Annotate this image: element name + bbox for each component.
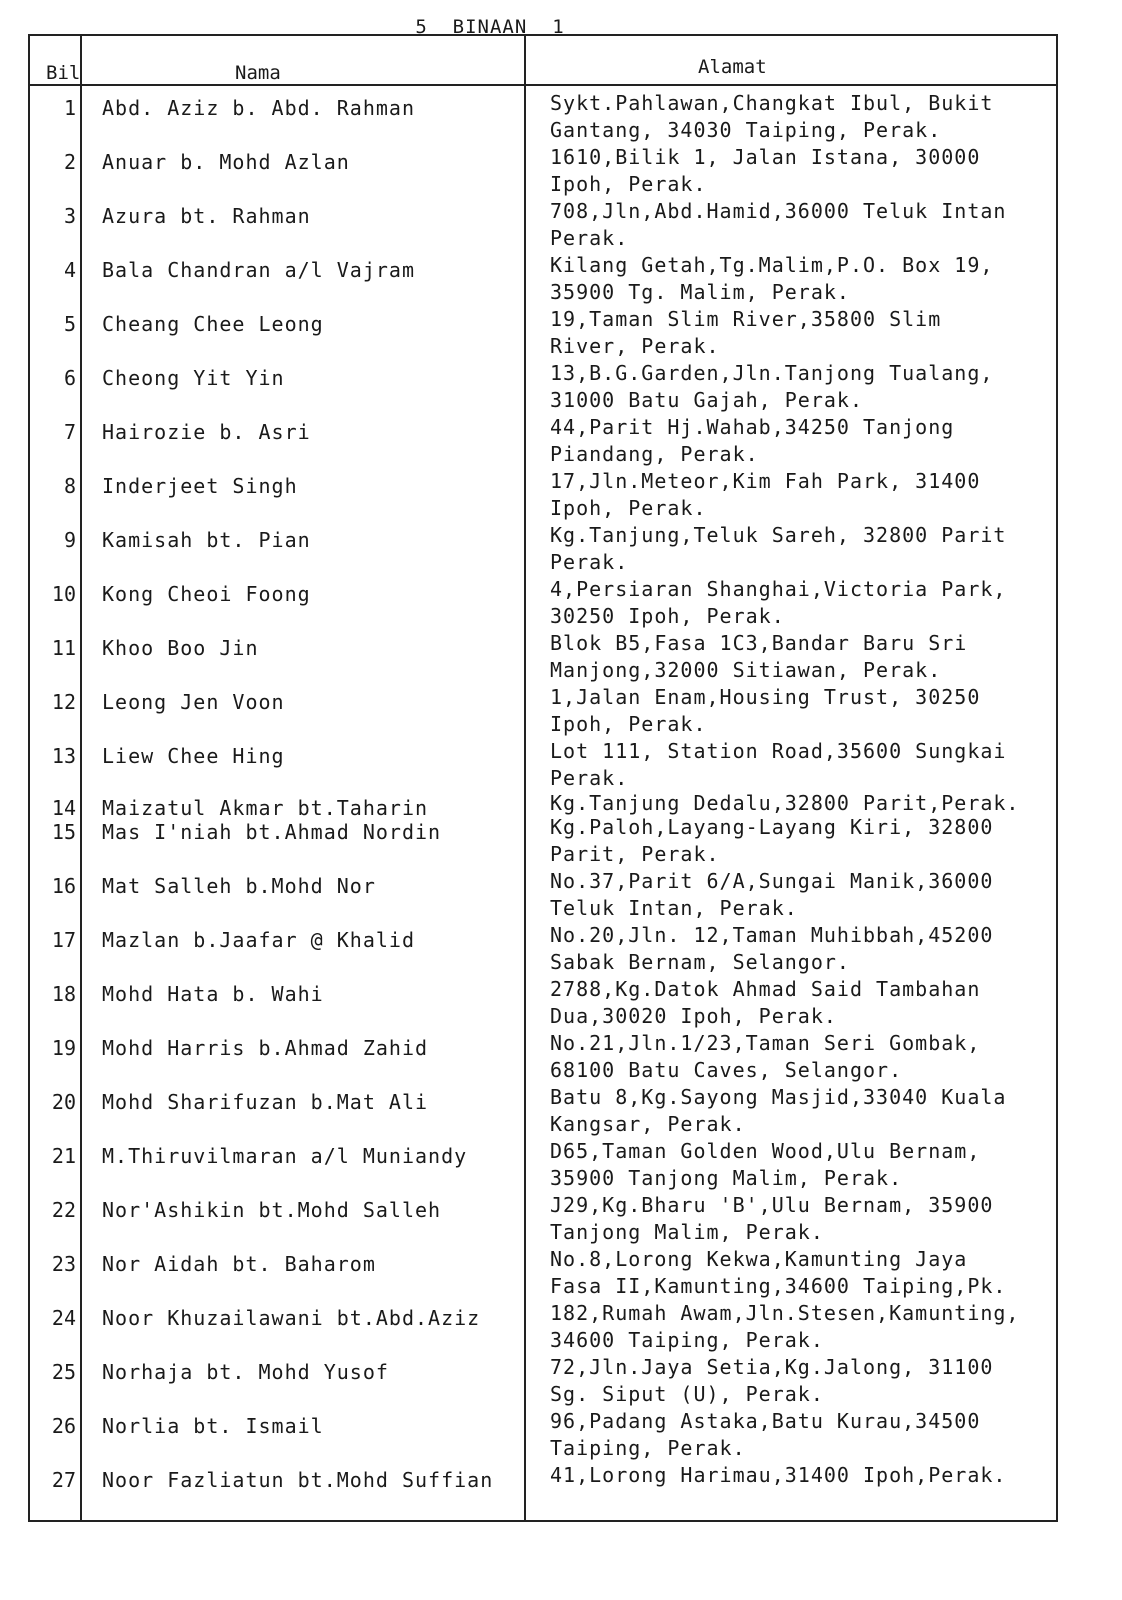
address-line-2: Sg. Siput (U), Perak. (550, 1382, 824, 1406)
table-row (30, 90, 1056, 142)
table-row (30, 468, 1056, 520)
address-line-2: Teluk Intan, Perak. (550, 896, 798, 920)
student-name: Hairozie b. Asri (102, 420, 311, 444)
row-number: 14 (51, 796, 76, 820)
page-title: 5 BINAAN 1 (415, 16, 565, 38)
address-line-2: Piandang, Perak. (550, 442, 759, 466)
row-number: 20 (51, 1090, 76, 1114)
address-line-2: Ipoh, Perak. (550, 172, 707, 196)
address-line-1: 72,Jln.Jaya Setia,Kg.Jalong, 31100 (550, 1355, 994, 1379)
address-line-1: 19,Taman Slim River,35800 Slim (550, 307, 942, 331)
header-alamat: Alamat (698, 56, 767, 78)
row-number: 21 (51, 1144, 76, 1168)
table-row (30, 360, 1056, 412)
table-row (30, 1462, 1056, 1514)
student-address (550, 1138, 980, 1192)
student-name: Kong Cheoi Foong (102, 582, 311, 606)
row-number: 8 (63, 474, 76, 498)
student-address (550, 468, 980, 522)
address-line-1: 1,Jalan Enam,Housing Trust, 30250 (550, 685, 981, 709)
student-name: Mohd Harris b.Ahmad Zahid (102, 1036, 429, 1060)
address-line-2: Dua,30020 Ipoh, Perak. (550, 1004, 837, 1028)
table-row (30, 522, 1056, 574)
address-line-2: Sabak Bernam, Selangor. (550, 950, 850, 974)
address-line-1: J29,Kg.Bharu 'B',Ulu Bernam, 35900 (550, 1193, 994, 1217)
table-row (30, 1354, 1056, 1406)
table-row (30, 414, 1056, 466)
student-name: Maizatul Akmar bt.Taharin (102, 796, 429, 820)
student-name: Bala Chandran a/l Vajram (102, 258, 415, 282)
student-name: Mohd Sharifuzan b.Mat Ali (102, 1090, 429, 1114)
row-number: 24 (51, 1306, 76, 1330)
row-number: 3 (63, 204, 76, 228)
student-address (550, 90, 993, 144)
student-address (550, 522, 1006, 576)
table-row (30, 814, 1056, 866)
student-name: Inderjeet Singh (102, 474, 298, 498)
row-number: 16 (51, 874, 76, 898)
student-name: Liew Chee Hing (102, 744, 285, 768)
address-line-1: 708,Jln,Abd.Hamid,36000 Teluk Intan (550, 199, 1007, 223)
header-divider (30, 84, 1056, 86)
table-row (30, 976, 1056, 1028)
table-row (30, 1246, 1056, 1298)
student-name: Nor Aidah bt. Baharom (102, 1252, 376, 1276)
student-address (550, 414, 954, 468)
address-line-1: No.8,Lorong Kekwa,Kamunting Jaya (550, 1247, 968, 1271)
student-address (550, 814, 993, 868)
student-address (550, 1300, 1019, 1354)
table-row (30, 630, 1056, 682)
row-number: 2 (63, 150, 76, 174)
student-name: Mat Salleh b.Mohd Nor (102, 874, 376, 898)
student-address (550, 976, 980, 1030)
table-row (30, 1408, 1056, 1460)
student-address (550, 922, 993, 976)
table-row (30, 1138, 1056, 1190)
address-line-2: Perak. (550, 766, 629, 790)
student-name: Leong Jen Voon (102, 690, 285, 714)
row-number: 12 (51, 690, 76, 714)
address-line-1: 2788,Kg.Datok Ahmad Said Tambahan (550, 977, 981, 1001)
address-line-1: No.37,Parit 6/A,Sungai Manik,36000 (550, 869, 994, 893)
student-address (550, 306, 941, 360)
student-address (550, 868, 993, 922)
address-line-1: Sykt.Pahlawan,Changkat Ibul, Bukit (550, 91, 994, 115)
address-line-2: Perak. (550, 550, 629, 574)
student-address (550, 790, 1019, 817)
address-line-1: 17,Jln.Meteor,Kim Fah Park, 31400 (550, 469, 981, 493)
address-line-1: Kg.Tanjung Dedalu,32800 Parit,Perak. (550, 791, 1020, 815)
student-name: Anuar b. Mohd Azlan (102, 150, 350, 174)
student-name: Azura bt. Rahman (102, 204, 311, 228)
student-address (550, 1030, 980, 1084)
student-address (550, 360, 993, 414)
address-line-2: Manjong,32000 Sitiawan, Perak. (550, 658, 942, 682)
table-row (30, 738, 1056, 790)
student-name: Nor'Ashikin bt.Mohd Salleh (102, 1198, 442, 1222)
row-number: 6 (63, 366, 76, 390)
address-line-2: Parit, Perak. (550, 842, 720, 866)
address-line-2: Perak. (550, 226, 629, 250)
address-line-1: Batu 8,Kg.Sayong Masjid,33040 Kuala (550, 1085, 1007, 1109)
table-row (30, 1300, 1056, 1352)
student-name: Norhaja bt. Mohd Yusof (102, 1360, 389, 1384)
address-line-2: Ipoh, Perak. (550, 496, 707, 520)
address-line-2: Ipoh, Perak. (550, 712, 707, 736)
table-row (30, 306, 1056, 358)
row-number: 15 (51, 820, 76, 844)
address-line-2: 30250 Ipoh, Perak. (550, 604, 785, 628)
header-nama: Nama (235, 62, 281, 84)
student-name: Abd. Aziz b. Abd. Rahman (102, 96, 415, 120)
address-line-1: Kg.Tanjung,Teluk Sareh, 32800 Parit (550, 523, 1007, 547)
student-address (550, 576, 1006, 630)
row-number: 10 (51, 582, 76, 606)
address-line-2: River, Perak. (550, 334, 720, 358)
address-line-1: Kg.Paloh,Layang-Layang Kiri, 32800 (550, 815, 994, 839)
student-name: Mazlan b.Jaafar @ Khalid (102, 928, 415, 952)
header-bil: Bil (46, 62, 81, 84)
row-number: 18 (51, 982, 76, 1006)
student-name: Kamisah bt. Pian (102, 528, 311, 552)
row-number: 22 (51, 1198, 76, 1222)
row-number: 13 (51, 744, 76, 768)
student-address (550, 684, 980, 738)
student-name: Khoo Boo Jin (102, 636, 259, 660)
student-name: Norlia bt. Ismail (102, 1414, 324, 1438)
row-number: 26 (51, 1414, 76, 1438)
student-address (550, 1192, 993, 1246)
address-line-1: 13,B.G.Garden,Jln.Tanjong Tualang, (550, 361, 994, 385)
table-row (30, 1030, 1056, 1082)
address-line-1: No.21,Jln.1/23,Taman Seri Gombak, (550, 1031, 981, 1055)
student-address (550, 1084, 1006, 1138)
student-name: Mas I'niah bt.Ahmad Nordin (102, 820, 442, 844)
row-number: 11 (51, 636, 76, 660)
row-number: 5 (63, 312, 76, 336)
address-line-1: 96,Padang Astaka,Batu Kurau,34500 (550, 1409, 981, 1433)
row-number: 1 (63, 96, 76, 120)
address-line-1: D65,Taman Golden Wood,Ulu Bernam, (550, 1139, 981, 1163)
address-line-1: Blok B5,Fasa 1C3,Bandar Baru Sri (550, 631, 968, 655)
table-row (30, 868, 1056, 920)
table-row (30, 1192, 1056, 1244)
address-line-1: No.20,Jln. 12,Taman Muhibbah,45200 (550, 923, 994, 947)
address-line-1: Lot 111, Station Road,35600 Sungkai (550, 739, 1007, 763)
student-name: Noor Fazliatun bt.Mohd Suffian (102, 1468, 494, 1492)
student-name: Mohd Hata b. Wahi (102, 982, 324, 1006)
student-address (550, 144, 980, 198)
student-table (28, 34, 1058, 1522)
table-row (30, 922, 1056, 974)
student-address (550, 1354, 993, 1408)
student-name: Cheang Chee Leong (102, 312, 324, 336)
address-line-2: Tanjong Malim, Perak. (550, 1220, 824, 1244)
student-address (550, 198, 1006, 252)
row-number: 19 (51, 1036, 76, 1060)
address-line-2: 34600 Taiping, Perak. (550, 1328, 824, 1352)
address-line-2: Taiping, Perak. (550, 1436, 746, 1460)
student-address (550, 252, 993, 306)
address-line-1: 41,Lorong Harimau,31400 Ipoh,Perak. (550, 1463, 1007, 1487)
row-number: 4 (63, 258, 76, 282)
address-line-2: 68100 Batu Caves, Selangor. (550, 1058, 903, 1082)
student-address (550, 630, 967, 684)
student-name: M.Thiruvilmaran a/l Muniandy (102, 1144, 468, 1168)
address-line-1: 182,Rumah Awam,Jln.Stesen,Kamunting, (550, 1301, 1020, 1325)
row-number: 17 (51, 928, 76, 952)
row-number: 7 (63, 420, 76, 444)
address-line-1: 1610,Bilik 1, Jalan Istana, 30000 (550, 145, 981, 169)
table-row (30, 198, 1056, 250)
address-line-2: Gantang, 34030 Taiping, Perak. (550, 118, 942, 142)
address-line-2: 31000 Batu Gajah, Perak. (550, 388, 863, 412)
row-number: 9 (63, 528, 76, 552)
student-address (550, 1462, 1006, 1489)
table-row (30, 684, 1056, 736)
address-line-1: 44,Parit Hj.Wahab,34250 Tanjong (550, 415, 955, 439)
table-row (30, 144, 1056, 196)
address-line-2: Fasa II,Kamunting,34600 Taiping,Pk. (550, 1274, 1007, 1298)
row-number: 25 (51, 1360, 76, 1384)
table-row (30, 576, 1056, 628)
row-number: 23 (51, 1252, 76, 1276)
student-address (550, 1246, 1006, 1300)
address-line-2: Kangsar, Perak. (550, 1112, 746, 1136)
address-line-2: 35900 Tg. Malim, Perak. (550, 280, 850, 304)
address-line-1: 4,Persiaran Shanghai,Victoria Park, (550, 577, 1007, 601)
student-address (550, 1408, 980, 1462)
address-line-1: Kilang Getah,Tg.Malim,P.O. Box 19, (550, 253, 994, 277)
address-line-2: 35900 Tanjong Malim, Perak. (550, 1166, 903, 1190)
student-name: Noor Khuzailawani bt.Abd.Aziz (102, 1306, 481, 1330)
student-address (550, 738, 1006, 792)
row-number: 27 (51, 1468, 76, 1492)
table-row (30, 1084, 1056, 1136)
table-row (30, 252, 1056, 304)
student-name: Cheong Yit Yin (102, 366, 285, 390)
